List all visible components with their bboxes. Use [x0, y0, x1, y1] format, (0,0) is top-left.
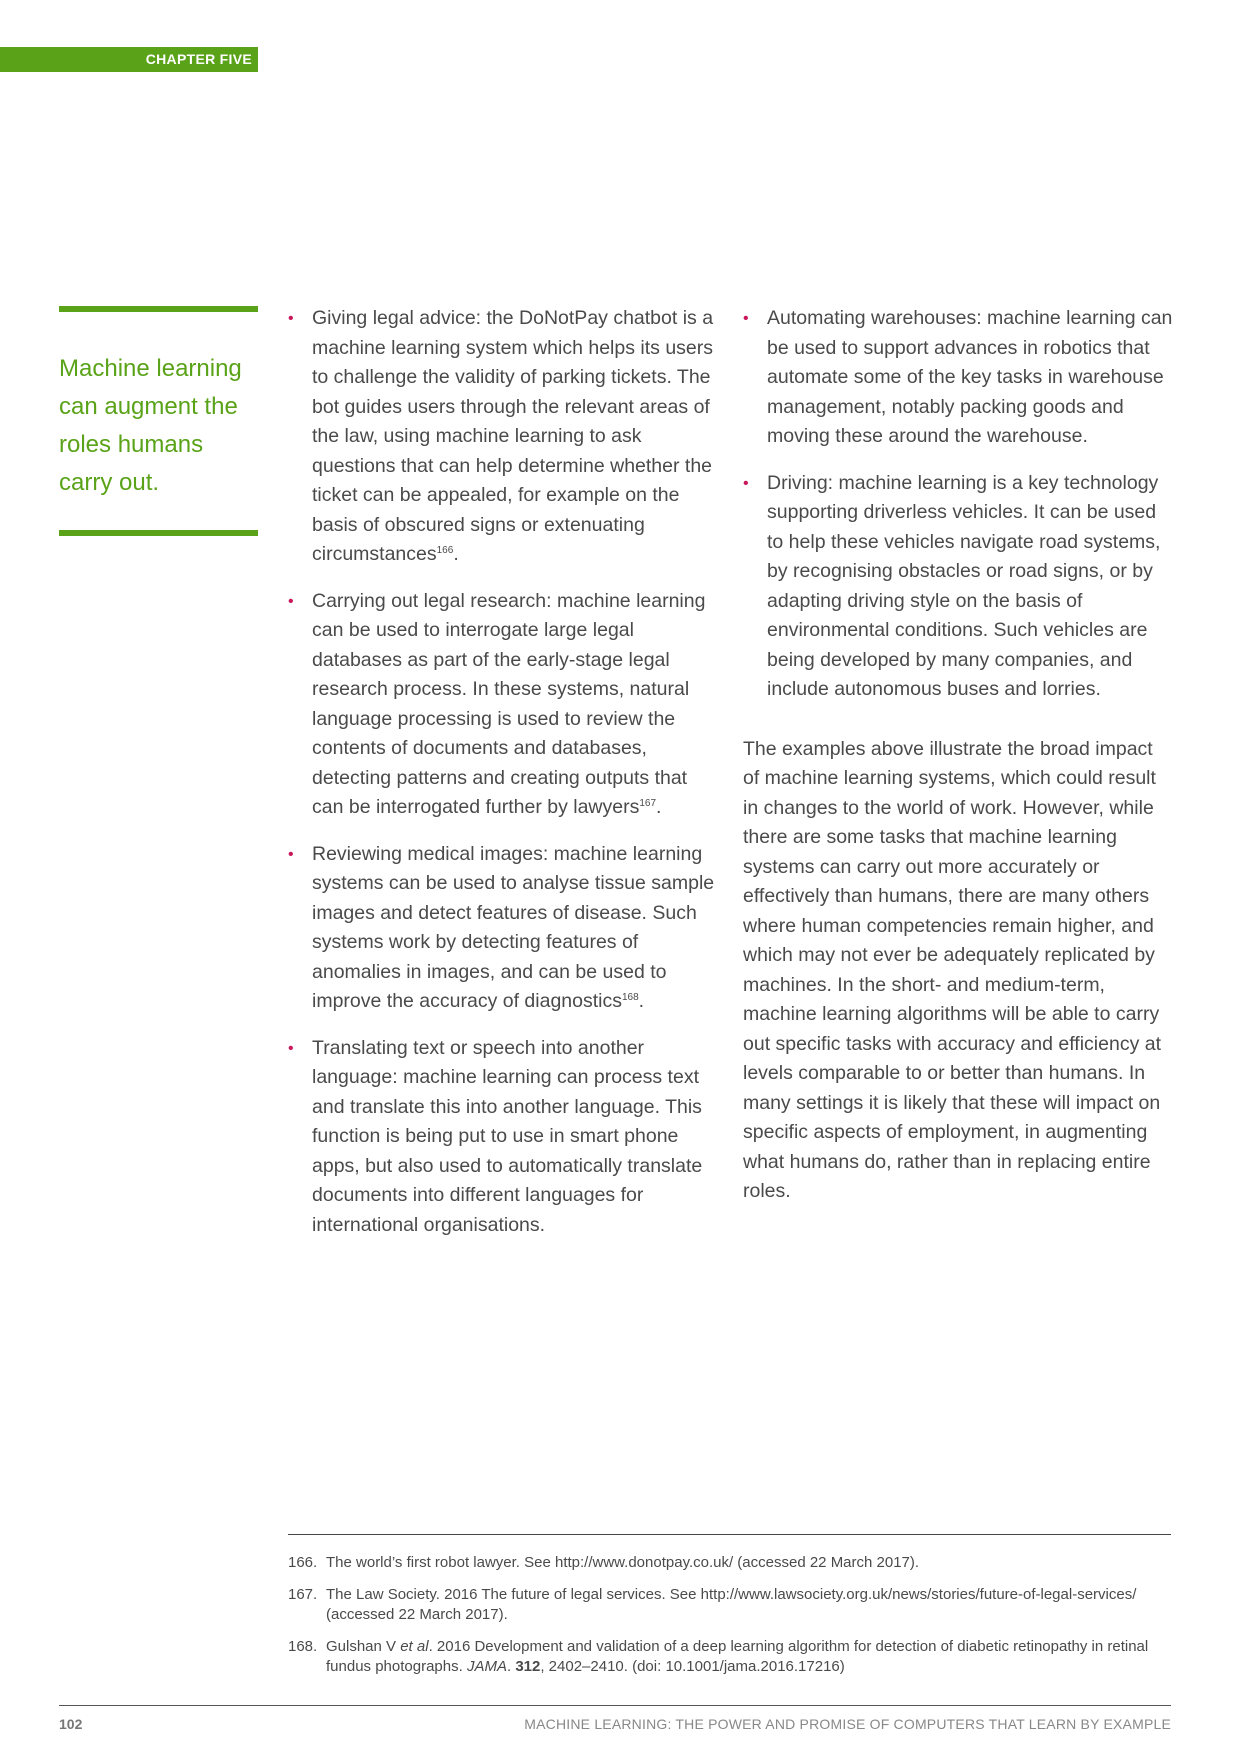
list-item: [288, 304, 718, 570]
bullet-icon: •: [288, 310, 294, 327]
citation-volume: 312: [515, 1658, 541, 1675]
list-item: [743, 304, 1173, 452]
chapter-label: CHAPTER FIVE: [0, 47, 258, 72]
bullet-icon: •: [288, 845, 294, 863]
bullet-text: Carrying out legal research: machine learning can be used to interrogate large legal databases as part of the early-stage legal research process. In these systems, natural language processing is used to review the contents of documents and databases, detecting patterns and creating outputs that can be interrogated further by lawyers: [312, 589, 706, 818]
page-number: 102: [59, 1716, 83, 1732]
citation-etal: et al: [400, 1638, 429, 1655]
footnote-number: 168.: [288, 1638, 318, 1655]
list-item: [288, 587, 718, 823]
bullet-text: Automating warehouses: machine learning can be used to support advances in robotics that automate some of the key tasks in warehouse management, notably packing goods and moving these around the warehouse.: [767, 307, 1173, 447]
citation-authors: Gulshan V: [326, 1638, 401, 1655]
bullet-icon: •: [743, 310, 749, 327]
bullet-icon: •: [288, 592, 294, 610]
right-column: [743, 304, 1173, 1207]
list-item: [288, 1034, 718, 1241]
left-column: [288, 304, 718, 1257]
list-item: [288, 840, 718, 1017]
bullet-icon: •: [288, 1039, 294, 1057]
bullet-end: .: [453, 543, 459, 565]
bullet-text: Giving legal advice: the DoNotPay chatbot is a machine learning system which helps its users to challenge the validity of parking tickets. The bot guides users through the relevant areas of the law, using machine learning to ask questions that can help determine whether the ticket can be appealed, for example on the basis of obscured signs or extenuating circumstances: [312, 307, 714, 565]
citation-sep: .: [506, 1658, 516, 1675]
bullet-text: Driving: machine learning is a key technology supporting driverless vehicles. It can be used to help these vehicles navigate road systems, by recognising obstacles or road signs, or by adapting driving style on the basis of environmental conditions. Such vehicles are being developed by many companies, and include autonomous buses and lorries.: [767, 471, 1161, 700]
pull-quote: Machine learning can augment the roles humans carry out.: [59, 355, 242, 496]
footnote: [288, 1585, 1171, 1625]
citation-pages: , 2402–2410. (doi: 10.1001/jama.2016.17216): [540, 1658, 845, 1675]
footnote-ref[interactable]: 168: [621, 992, 639, 1003]
footnote: [288, 1553, 1171, 1573]
list-item: [743, 469, 1173, 705]
footnote-text: [326, 1637, 1171, 1677]
footnotes-divider: [288, 1534, 1171, 1535]
footnote-number: 166.: [288, 1554, 318, 1571]
bullet-end: .: [638, 990, 645, 1012]
bullet-text: Translating text or speech into another language: machine learning can process text and translate this into another language. This function is being put to use in smart phone apps, but also used to automatically translate documents into different languages for international organisations.: [312, 1036, 703, 1236]
footnotes: [288, 1553, 1171, 1689]
bullet-end: .: [656, 796, 662, 818]
pull-quote-bottom-rule: [59, 530, 258, 536]
running-title: MACHINE LEARNING: THE POWER AND PROMISE OF COMPUTERS THAT LEARN BY EXAMPLE: [524, 1716, 1171, 1732]
body-paragraph: The examples above illustrate the broad impact of machine learning systems, which could result in changes to the world of work. However, while there are some tasks that machine learning systems can carry out more accurately or effectively than humans, there are many others where human competencies remain higher, and which may not ever be adequately replicated by machines. In the short- and medium-term, machine learning algorithms will be able to carry out specific tasks with accuracy and efficiency at levels comparable to or better than humans. In many settings it is likely that these will impact on specific aspects of employment, in augmenting what humans do, rather than in replacing entire roles.: [743, 737, 1162, 1202]
footnote-text: The world’s first robot lawyer. See http://www.donotpay.co.uk/ (accessed 22 March 2017).: [326, 1554, 920, 1571]
pull-quote-top-rule: [59, 306, 258, 312]
citation-title: . 2016 Development and validation of a deep learning algorithm for detection of diabetic retinopathy in retinal fundus photographs.: [326, 1638, 1149, 1675]
citation-journal: JAMA: [466, 1658, 507, 1675]
footnote-ref[interactable]: 166: [436, 545, 454, 556]
bullet-icon: •: [743, 474, 749, 492]
footnote: [288, 1637, 1171, 1677]
footnote-ref[interactable]: 167: [639, 798, 657, 809]
footnote-text: The Law Society. 2016 The future of legal services. See http://www.lawsociety.org.uk/news/stories/future-of-legal-services/ (accessed 22 March 2017).: [326, 1586, 1137, 1623]
footer-divider: [59, 1705, 1171, 1706]
footnote-number: 167.: [288, 1586, 318, 1603]
bullet-text: Reviewing medical images: machine learning systems can be used to analyse tissue sample images and detect features of disease. Such systems work by detecting features of anomalies in images, and can be used to improve the accuracy of diagnostics: [312, 842, 715, 1012]
